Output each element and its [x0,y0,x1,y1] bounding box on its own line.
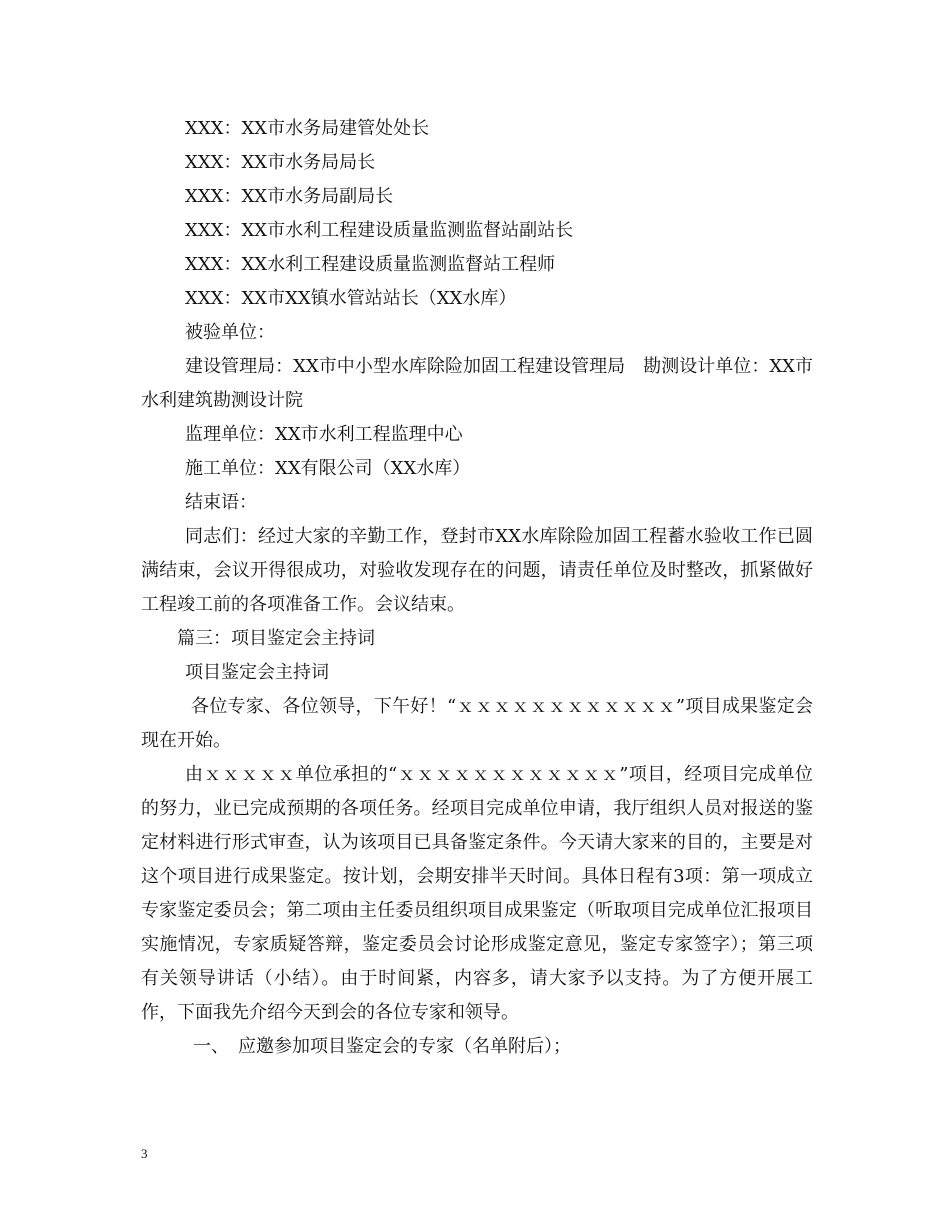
closing-heading: 结束语： [185,492,257,513]
supervision-unit-line: 监理单位：XX市水利工程监理中心 [185,424,463,445]
member-line: XXX：XX市XX镇水管站站长（XX水库） [185,288,517,309]
construction-mgmt-paragraph: 建设管理局：XX市中小型水库除险加固工程建设管理局 勘测设计单位：XX市水利建筑勘测设计院 [141,356,813,411]
member-line: XXX：XX市水务局局长 [185,152,376,173]
main-paragraph: 由ｘｘｘｘｘ单位承担的“ｘｘｘｘｘｘｘｘｘｘｘｘ”项目，经项目完成单位的努力，业已完成预期的各项任务。经项目完成单位申请，我厅组织人员对报送的鉴定材料进行形式审查，认为该项目已具备鉴定条件。今天请大家来的目的，主要是对这个项目进行成果鉴定。按计划，会期安排半天时间。具体日程有3项：第一项成立专家鉴定委员会；第二项由主任委员组织项目成果鉴定（听取项目完成单位汇报项目实施情况，专家质疑答辩，鉴定委员会讨论形成鉴定意见，鉴定专家签字）；第三项有关领导讲话（小结）。由于时间紧，内容多，请大家予以支持。为了方便开展工作，下面我先介绍今天到会的各位专家和领导。 [141,764,813,1023]
closing-paragraph: 同志们：经过大家的辛勤工作，登封市XX水库除险加固工程蓄水验收工作已圆满结束，会议开得很成功，对验收发现存在的问题，请责任单位及时整改，抓紧做好工程竣工前的各项准备工作。会议结束。 [141,526,813,615]
member-line: XXX：XX水利工程建设质量监测监督站工程师 [185,254,556,275]
construction-unit-line: 施工单位：XX有限公司（XX水库） [185,458,471,479]
member-line: XXX：XX市水务局副局长 [185,186,394,207]
inspected-units-heading: 被验单位： [185,322,275,343]
member-line: XXX：XX市水务局建管处处长 [185,118,430,139]
opening-paragraph: 各位专家、各位领导，下午好！“ｘｘｘｘｘｘｘｘｘｘｘｘ”项目成果鉴定会现在开始。 [141,696,813,751]
section-title: 篇三：项目鉴定会主持词 [177,628,375,649]
document-body [141,112,813,1064]
doc-title: 项目鉴定会主持词 [185,662,329,683]
list-item: 一、 应邀参加项目鉴定会的专家（名单附后）； [193,1036,571,1057]
member-line: XXX：XX市水利工程建设质量监测监督站副站长 [185,220,574,241]
page-number: 3 [141,1146,148,1161]
